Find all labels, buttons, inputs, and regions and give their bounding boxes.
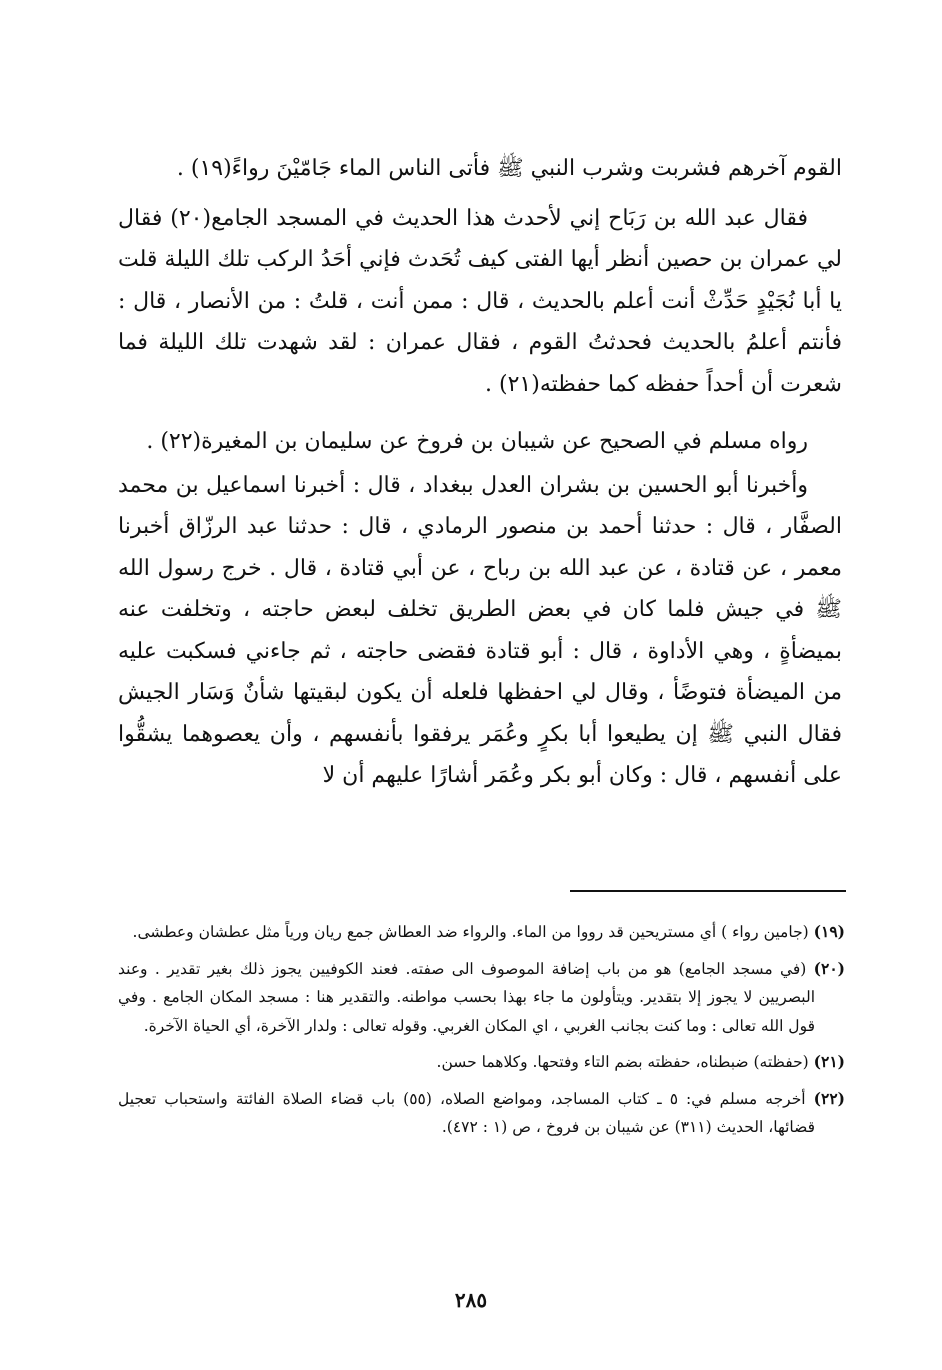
footnote-text: أخرجه مسلم في: ٥ ـ كتاب المساجد، ومواضع الصلاه، (٥٥) باب قضاء الصلاة الفائتة واستحباب تعجيل قضائها، الحديث (٣١١) عن شيبان بن فروخ ، ص (١ : ٤٧٢).	[118, 1089, 815, 1136]
main-text-block	[118, 148, 842, 797]
page-number: ٢٨٥	[454, 1288, 488, 1312]
footnote-number: (٢١)	[813, 1052, 845, 1071]
paragraph-4: وأخبرنا أبو الحسين بن بشران العدل ببغداد ، قال : أخبرنا اسماعيل بن محمد الصفَّار ، قال : حدثنا أحمد بن منصور الرمادي ، قال : حدثنا عبد الرزّاق أخبرنا معمر ، عن قتادة ، عن عبد الله بن رباح ، عن أبي قتادة ، قال . خرج رسول الله ﷺ في جيش فلما كان في بعض الطريق تخلف لبعض حاجته ، وتخلفت عنه بميضأةٍ ، وهي الأداوة ، قال : أبو قتادة فقضى حاجته ، ثم جاءني فسكبت عليه من الميضأة فتوضًأ ، وقال لي احفظها فلعله أن يكون لبقيتها شأنٌ وَسَار الجيش فقال النبي ﷺ إن يطيعوا أبا بكرٍ وعُمَر يرفقوا بأنفسهم ، وأن يعصوهما يشقُّوا على أنفسهم ، قال : وكان أبو بكر وعُمَر أشارًا عليهم أن لا	[118, 472, 842, 788]
footnote-number: (٢٢)	[813, 1088, 845, 1108]
paragraph-1: القوم آخرهم فشربت وشرب النبي ﷺ فأتى الناس الماء جَامّيْنَ رواءً(١٩) .	[176, 156, 842, 181]
footnote-20	[118, 955, 845, 1041]
footnote-text: (جامين رواء ) أي مستريحين قد رووا من الماء. والرواء ضد العطاش جمع ريان ورياً مثل عطشان وعطشى.	[132, 923, 809, 941]
footnote-separator	[570, 890, 846, 892]
footnote-22	[118, 1085, 845, 1142]
footnote-text: (حفظته) ضبطناه، حفظته بضم التاء وفتحها. وكلاهما حسن.	[436, 1053, 809, 1071]
paragraph-2: فقال عبد الله بن رَبَاح إني لأحدث هذا الحديث في المسجد الجامع(٢٠) فقال لي عمران بن حصين أنظر أيها الفتى كيف تُحَدث فإني أحَدُ الركب تلك الليلة قلت يا أبا نُجَيْدٍ حَدِّثْ أنت أعلم بالحديث ، قال : ممن أنت ، قلتُ : من الأنصار ، قال : فأنتم أعلمُ بالحديث فحدثتُ القوم ، فقال عمران : لقد شهدت تلك الليلة فما شعرت أن أحداً حفظه كما حفظته(٢١) .	[118, 205, 842, 397]
footnote-19	[118, 918, 845, 947]
footnote-text: (في مسجد الجامع) هو من باب إضافة الموصوف الى صفته. فعند الكوفيين يجوز ذلك بغير تقدير . وعند البصريين لا يجوز إلا بتقدير. ويتأولون ما جاء بهذا بحسب مواطنه. والتقدير هنا : مسجد المكان الجامع . وفي قول الله تعالى : وما كنت بجانب الغربي ، اي المكان الغربي. وقوله تعالى : ولدار الآخرة، أي الحياة الآخرة.	[118, 959, 815, 1035]
paragraph-3: رواه مسلم في الصحيح عن شيبان بن فروخ عن سليمان بن المغيرة(٢٢) .	[146, 429, 808, 454]
footnote-number: (٢٠)	[813, 958, 845, 978]
footnote-number: (١٩)	[813, 922, 845, 941]
footnote-21	[118, 1048, 845, 1077]
footnotes-block	[118, 918, 845, 1150]
